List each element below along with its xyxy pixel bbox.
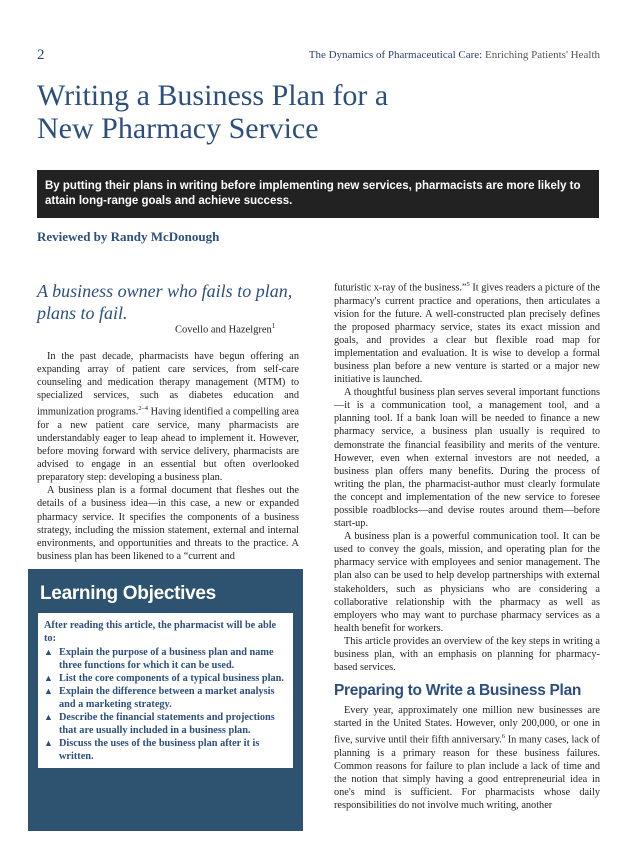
right-column xyxy=(334,278,600,674)
pull-quote: A business owner who fails to plan, plans to fail. xyxy=(37,281,293,323)
title-line-2: New Pharmacy Service xyxy=(37,112,319,145)
learning-objectives-intro: After reading this article, the pharmacist will be able to: xyxy=(44,620,277,644)
right-column-section xyxy=(334,704,600,812)
right-paragraph-3: A business plan is a powerful communication tool. It can be used to convey the goals, mission, and operating plan for the pharmacy service with employees and senior management. The plan also can be used to help develop partnerships with external stakeholders, such as physicians who are considering a collaborative relationship with the pharmacy as well as employers who may want to purchase pharmacy services as a health benefit for workers. xyxy=(334,531,600,634)
right-p5-text-a: Every year, approximately one million new businesses are started in the United States. However, only 200,000, or one in five, survive until their fifth anniversary. xyxy=(334,705,600,746)
title-line-1: Writing a Business Plan for a xyxy=(37,79,389,112)
learning-objectives-title: Learning Objectives xyxy=(40,583,216,604)
objective-text: Discuss the uses of the business plan after it is written. xyxy=(59,738,260,762)
objective-text: Describe the financial statements and projections that are usually included in a business plan. xyxy=(59,712,275,736)
triangle-bullet-icon: ▲ xyxy=(44,673,53,683)
triangle-bullet-icon: ▲ xyxy=(44,647,53,657)
journal-subtitle: Enriching Patients' Health xyxy=(484,49,600,61)
objective-text: Explain the difference between a market analysis and a marketing strategy. xyxy=(59,686,275,710)
right-p1-text-a: futuristic x-ray of the business.” xyxy=(334,282,467,294)
left-paragraph-1 xyxy=(37,350,299,484)
right-paragraph-1 xyxy=(334,278,600,386)
objective-item xyxy=(44,737,287,763)
objective-item xyxy=(44,646,287,672)
left-paragraph-2: A business plan is a formal document that fleshes out the details of a business idea—in this case, a new or expanded pharmacy service. It specifies the components of a business strategy, including the mission statement, external and internal environments, and opportunities and threats to the practice. A business plan has been likened to a “current and xyxy=(37,485,299,562)
article-title xyxy=(37,79,607,145)
triangle-bullet-icon: ▲ xyxy=(44,738,53,748)
right-paragraph-5 xyxy=(334,704,600,812)
left-column xyxy=(37,350,299,563)
objective-text: List the core components of a typical business plan. xyxy=(59,673,284,684)
quote-attribution xyxy=(175,322,275,336)
right-p5-text-b: In many cases, lack of planning is a primary reason for these business failures. Common reasons for failure to plan include a lack of time and the notion that simply having a good entrepreneurial idea in one's mind is sufficient. For pharmacists whose daily responsibilities do not involve much writing, another xyxy=(334,734,600,812)
objective-item xyxy=(44,672,287,685)
article-dek: By putting their plans in writing before implementing new services, pharmacists are more likely to attain long-range goals and achieve success. xyxy=(37,170,599,218)
running-head xyxy=(309,49,600,61)
left-p1-text-a: In the past decade, pharmacists have begun offering an expanding array of patient care services, from self-care counseling and medication therapy management (MTM) to specialized services, such as diabetes education and immunization programs. xyxy=(37,351,299,418)
learning-objectives-box xyxy=(28,569,303,831)
objective-item xyxy=(44,711,287,737)
right-p1-text-b: It gives readers a picture of the pharmacy's current practice and operations, then articulates a vision for the future. A well-constructed plan precisely defines the proposed pharmacy service, states its exact mission and goals, and provides a clear but flexible road map for implementation and evaluation. It is wise to develop a formal business plan before a new venture is started or a major new initiative is launched. xyxy=(334,282,600,386)
left-p1-ref: 2–4 xyxy=(138,405,149,413)
byline: Reviewed by Randy McDonough xyxy=(37,229,220,244)
section-heading: Preparing to Write a Business Plan xyxy=(334,682,582,699)
right-p5-ref: 6 xyxy=(501,733,506,741)
right-paragraph-4: This article provides an overview of the key steps in writing a business plan, with an emphasis on planning for pharmacy-based services. xyxy=(334,635,600,674)
triangle-bullet-icon: ▲ xyxy=(44,686,53,696)
learning-objectives-body xyxy=(38,613,293,768)
quote-ref: 1 xyxy=(271,322,276,330)
objective-item xyxy=(44,685,287,711)
right-p1-ref: 5 xyxy=(466,281,470,288)
page-number: 2 xyxy=(37,47,45,63)
left-p1-text-b: Having identified a compelling area for a new patient care service, many pharmacists are understandably eager to leap ahead to implement it. However, before moving forward with service delivery, pharmacists are advised to engage in an essential but often overlooked preparatory step: developing a business plan. xyxy=(37,406,299,484)
journal-title: The Dynamics of Pharmaceutical Care: xyxy=(308,49,483,61)
quote-author: Covello and Hazelgren xyxy=(175,324,272,336)
triangle-bullet-icon: ▲ xyxy=(44,712,53,722)
objective-text: Explain the purpose of a business plan and name three functions for which it can be used. xyxy=(59,647,274,671)
right-paragraph-2: A thoughtful business plan serves several important functions—it is a communication tool, a management tool, and a planning tool. If a bank loan will be needed to finance a new pharmacy service, a business plan usually is required to demonstrate the financial feasibility and merits of the venture. However, even when external investors are not needed, a business plan offers many benefits. During the process of writing the plan, the pharmacist-author must clearly formulate the concept and implementation of the new service to foresee possible roadblocks—and devise routes around them—before start-up. xyxy=(334,387,600,530)
